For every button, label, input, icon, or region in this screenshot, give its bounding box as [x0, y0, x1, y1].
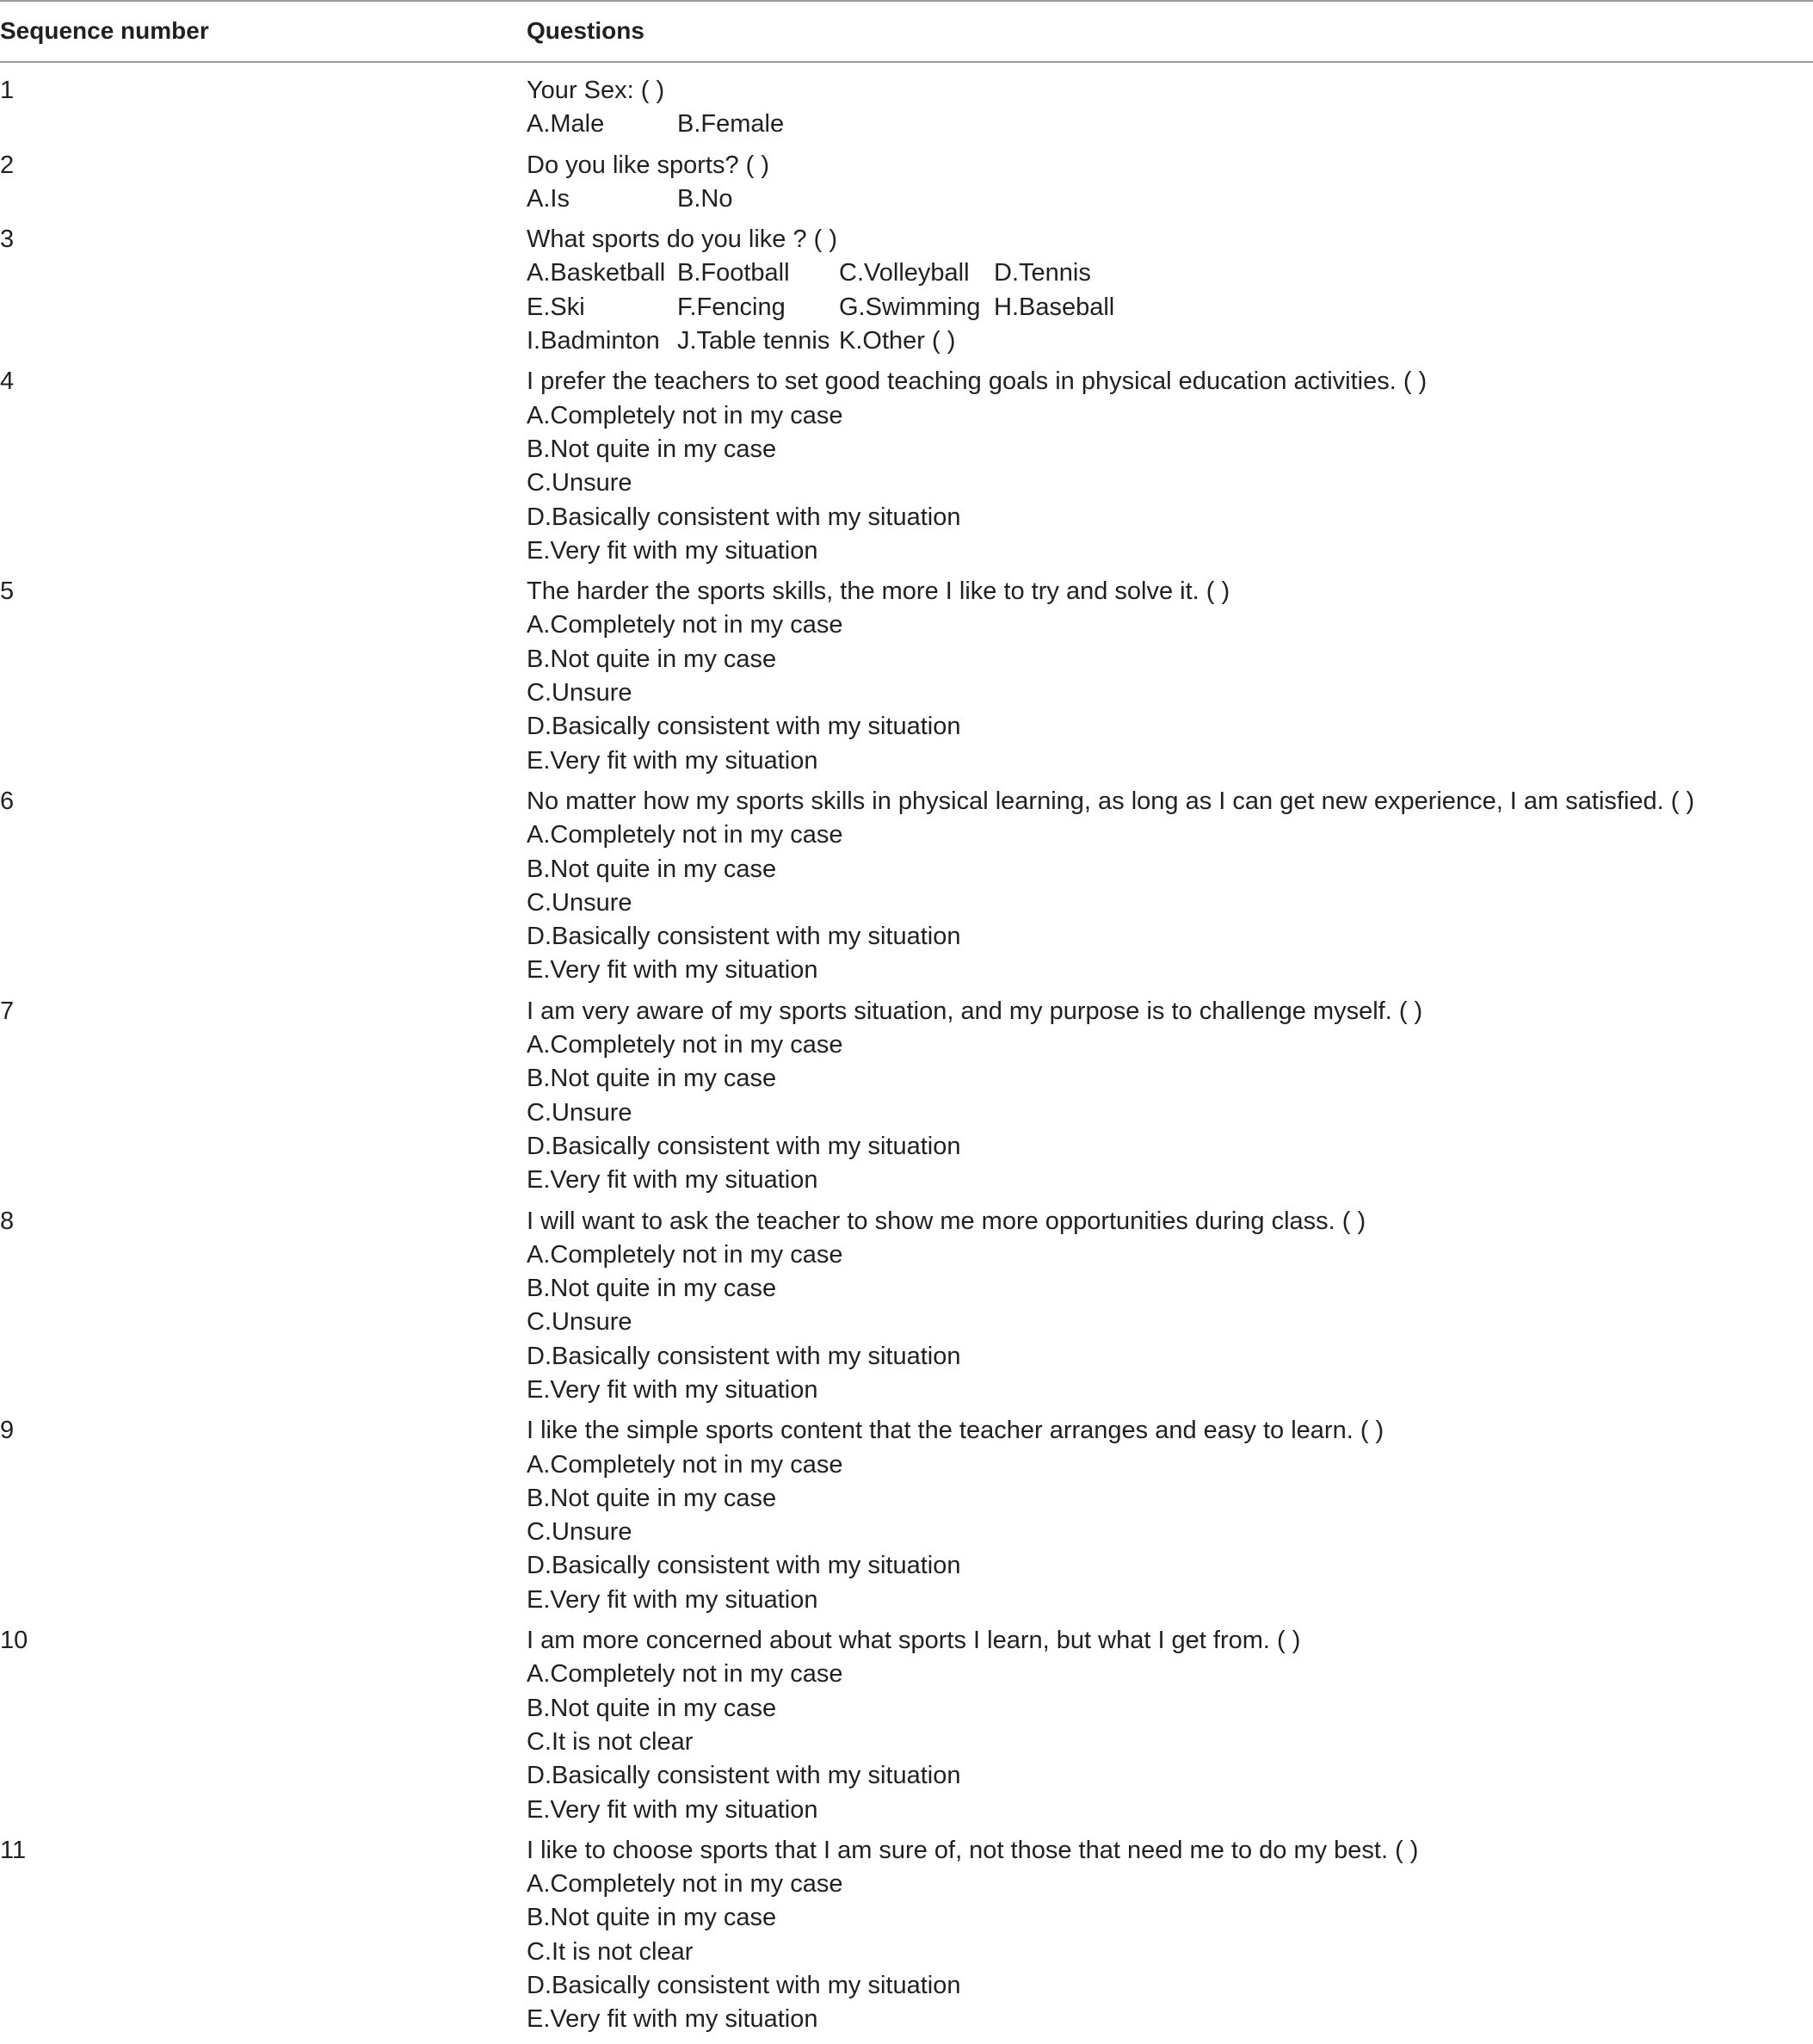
option-row	[527, 1130, 1813, 1164]
option-row	[527, 256, 1813, 290]
table-header-rule	[0, 61, 1813, 63]
option-row	[527, 501, 1813, 534]
table-row	[0, 1834, 1813, 2037]
option-row	[527, 1516, 1813, 1549]
row-spacer	[0, 358, 1813, 365]
sequence-number: 9	[0, 1417, 15, 1445]
option-row	[527, 399, 1813, 433]
option-row	[527, 2003, 1813, 2036]
option-row	[527, 1868, 1813, 1901]
option-row	[527, 608, 1813, 642]
answer-option: B.Not quite in my case	[527, 1484, 777, 1512]
option-row	[527, 534, 1813, 568]
answer-option: A.Basketball	[527, 259, 666, 287]
question-text: I like the simple sports content that the teacher arranges and easy to learn. ( )	[527, 1417, 1384, 1445]
answer-option: D.Basically consistent with my situation	[527, 923, 961, 951]
option-row	[527, 853, 1813, 886]
sequence-number: 4	[0, 367, 15, 396]
question-text: Your Sex: ( )	[527, 77, 665, 104]
option-row	[527, 1374, 1813, 1407]
answer-option: E.Very fit with my situation	[527, 1585, 818, 1614]
answer-option: C.Unsure	[527, 1518, 632, 1547]
option-row	[527, 818, 1813, 852]
answer-option: D.Basically consistent with my situation	[527, 503, 961, 531]
answer-option: A.Completely not in my case	[527, 1660, 843, 1689]
question-cell	[527, 1414, 1813, 1617]
answer-option: D.Basically consistent with my situation	[527, 1132, 961, 1160]
header-sequence-number: Sequence number	[0, 17, 209, 44]
answer-option: A.Completely not in my case	[527, 401, 843, 429]
answer-option: C.Unsure	[527, 1308, 632, 1337]
table-row	[0, 1624, 1813, 1827]
row-spacer	[0, 988, 1813, 995]
answer-option: A.Completely not in my case	[527, 821, 843, 849]
answer-option: D.Basically consistent with my situation	[527, 713, 961, 741]
answer-options	[527, 108, 1813, 141]
answer-option: C.It is not clear	[527, 1727, 694, 1756]
table-row	[0, 575, 1813, 778]
answer-option: C.Unsure	[527, 679, 632, 707]
option-row	[527, 954, 1813, 987]
option-row	[527, 1692, 1813, 1726]
answer-option: A.Completely not in my case	[527, 1031, 843, 1059]
answer-option: I.Badminton	[527, 327, 660, 355]
answer-option: A.Completely not in my case	[527, 1870, 843, 1899]
answer-option: B.Not quite in my case	[527, 1904, 777, 1932]
question-text: What sports do you like ? ( )	[527, 225, 838, 254]
answer-option: F.Fencing	[677, 293, 786, 321]
option-row	[527, 1062, 1813, 1096]
table-row	[0, 149, 1813, 217]
answer-option: K.Other ( )	[839, 327, 956, 355]
answer-option: E.Very fit with my situation	[527, 536, 818, 565]
option-row	[527, 466, 1813, 500]
row-spacer	[0, 568, 1813, 575]
answer-options	[527, 1868, 1813, 2036]
sequence-number: 7	[0, 997, 15, 1025]
answer-option: B.Football	[677, 259, 790, 287]
option-row	[527, 291, 1813, 324]
option-row	[527, 1482, 1813, 1516]
table-row	[0, 995, 1813, 1198]
option-row	[527, 1238, 1813, 1272]
answer-option: A.Completely not in my case	[527, 611, 843, 639]
answer-option: C.It is not clear	[527, 1937, 694, 1966]
option-row	[527, 1726, 1813, 1759]
option-row	[527, 1936, 1813, 1969]
answer-options	[527, 1238, 1813, 1407]
answer-option: B.Not quite in my case	[527, 1065, 777, 1093]
sequence-number: 2	[0, 151, 15, 179]
option-row	[527, 710, 1813, 744]
answer-options	[527, 1448, 1813, 1617]
header-questions: Questions	[527, 17, 644, 44]
sequence-number: 6	[0, 787, 15, 815]
option-row	[527, 1096, 1813, 1130]
table-row	[0, 223, 1813, 358]
row-spacer	[0, 1617, 1813, 1624]
option-row	[527, 676, 1813, 710]
option-row	[527, 886, 1813, 920]
question-text: Do you like sports? ( )	[527, 151, 770, 179]
answer-option: A.Completely not in my case	[527, 1450, 843, 1479]
answer-option: J.Table tennis	[677, 327, 830, 355]
table-row	[0, 1205, 1813, 1408]
question-cell	[527, 223, 1813, 358]
question-cell	[527, 74, 1813, 142]
question-text: No matter how my sports skills in physical learning, as long as I can get new experience, I am satisfied. ( )	[527, 787, 1695, 815]
answer-option: E.Very fit with my situation	[527, 1166, 818, 1195]
answer-option: B.Female	[677, 110, 785, 139]
answer-option: D.Basically consistent with my situation	[527, 1552, 961, 1580]
question-cell	[527, 1205, 1813, 1408]
answer-option: G.Swimming	[839, 293, 981, 321]
answer-option: E.Very fit with my situation	[527, 1795, 818, 1824]
answer-options	[527, 399, 1813, 568]
answer-option: E.Very fit with my situation	[527, 746, 818, 775]
sequence-number: 1	[0, 77, 15, 104]
row-spacer	[0, 1407, 1813, 1414]
option-row	[527, 1306, 1813, 1339]
answer-option: D.Basically consistent with my situation	[527, 1972, 961, 2000]
answer-option: B.No	[677, 184, 733, 213]
answer-option: A.Is	[527, 184, 570, 213]
answer-option: D.Basically consistent with my situation	[527, 1762, 961, 1790]
answer-option: E.Ski	[527, 293, 585, 321]
answer-options	[527, 1658, 1813, 1826]
answer-option: E.Very fit with my situation	[527, 956, 818, 985]
option-row	[527, 1028, 1813, 1062]
answer-option: E.Very fit with my situation	[527, 1375, 818, 1404]
answer-option: B.Not quite in my case	[527, 1275, 777, 1303]
option-row	[527, 433, 1813, 466]
option-row	[527, 1448, 1813, 1482]
question-cell	[527, 149, 1813, 217]
answer-options	[527, 256, 1813, 358]
answer-option: B.Not quite in my case	[527, 435, 777, 463]
option-row	[527, 643, 1813, 676]
table-row	[0, 74, 1813, 142]
row-spacer	[0, 216, 1813, 223]
option-row	[527, 1658, 1813, 1691]
answer-option: A.Male	[527, 110, 605, 139]
option-row	[527, 324, 1813, 358]
answer-option: C.Volleyball	[839, 259, 970, 287]
option-row	[527, 1164, 1813, 1197]
table-row	[0, 1414, 1813, 1617]
option-row	[527, 920, 1813, 954]
question-text: I am more concerned about what sports I learn, but what I get from. ( )	[527, 1627, 1301, 1655]
option-row	[527, 182, 1813, 216]
answer-options	[527, 818, 1813, 987]
question-cell	[527, 1624, 1813, 1827]
answer-option: A.Completely not in my case	[527, 1240, 843, 1269]
answer-option: D.Basically consistent with my situation	[527, 1342, 961, 1370]
row-spacer	[0, 778, 1813, 785]
question-cell	[527, 365, 1813, 568]
answer-options	[527, 608, 1813, 777]
option-row	[527, 744, 1813, 778]
sequence-number: 10	[0, 1627, 28, 1655]
option-row	[527, 108, 1813, 141]
option-row	[527, 1969, 1813, 2003]
question-text: I like to choose sports that I am sure of, not those that need me to do my best. ( )	[527, 1836, 1419, 1864]
table-header	[0, 0, 1813, 62]
answer-options	[527, 1028, 1813, 1197]
answer-option: D.Tennis	[994, 259, 1091, 287]
table-body	[0, 74, 1813, 2044]
answer-option: C.Unsure	[527, 1098, 632, 1127]
table-row	[0, 365, 1813, 568]
question-cell	[527, 575, 1813, 778]
option-row	[527, 1340, 1813, 1374]
answer-option: C.Unsure	[527, 469, 632, 497]
answer-option: H.Baseball	[994, 293, 1115, 321]
question-cell	[527, 995, 1813, 1198]
row-spacer	[0, 1827, 1813, 1834]
option-row	[527, 1759, 1813, 1793]
question-cell	[527, 785, 1813, 988]
table-row	[0, 785, 1813, 988]
option-row	[527, 1584, 1813, 1617]
question-cell	[527, 1834, 1813, 2037]
sequence-number: 11	[0, 1836, 27, 1864]
answer-option: B.Not quite in my case	[527, 855, 777, 883]
answer-option: C.Unsure	[527, 888, 632, 917]
sequence-number: 3	[0, 225, 15, 254]
answer-options	[527, 182, 1813, 216]
row-spacer	[0, 1198, 1813, 1205]
option-row	[527, 1549, 1813, 1583]
sequence-number: 8	[0, 1207, 15, 1235]
question-text: The harder the sports skills, the more I like to try and solve it. ( )	[527, 577, 1230, 606]
answer-option: E.Very fit with my situation	[527, 2005, 818, 2034]
option-row	[527, 1901, 1813, 1935]
question-text: I will want to ask the teacher to show me more opportunities during class. ( )	[527, 1207, 1366, 1235]
answer-option: B.Not quite in my case	[527, 1694, 777, 1722]
option-row	[527, 1794, 1813, 1827]
sequence-number: 5	[0, 577, 15, 606]
question-text: I am very aware of my sports situation, and my purpose is to challenge myself. ( )	[527, 997, 1423, 1025]
option-row	[527, 1272, 1813, 1306]
row-spacer	[0, 142, 1813, 149]
answer-option: B.Not quite in my case	[527, 645, 777, 673]
question-text: I prefer the teachers to set good teaching goals in physical education activities. ( )	[527, 367, 1428, 396]
